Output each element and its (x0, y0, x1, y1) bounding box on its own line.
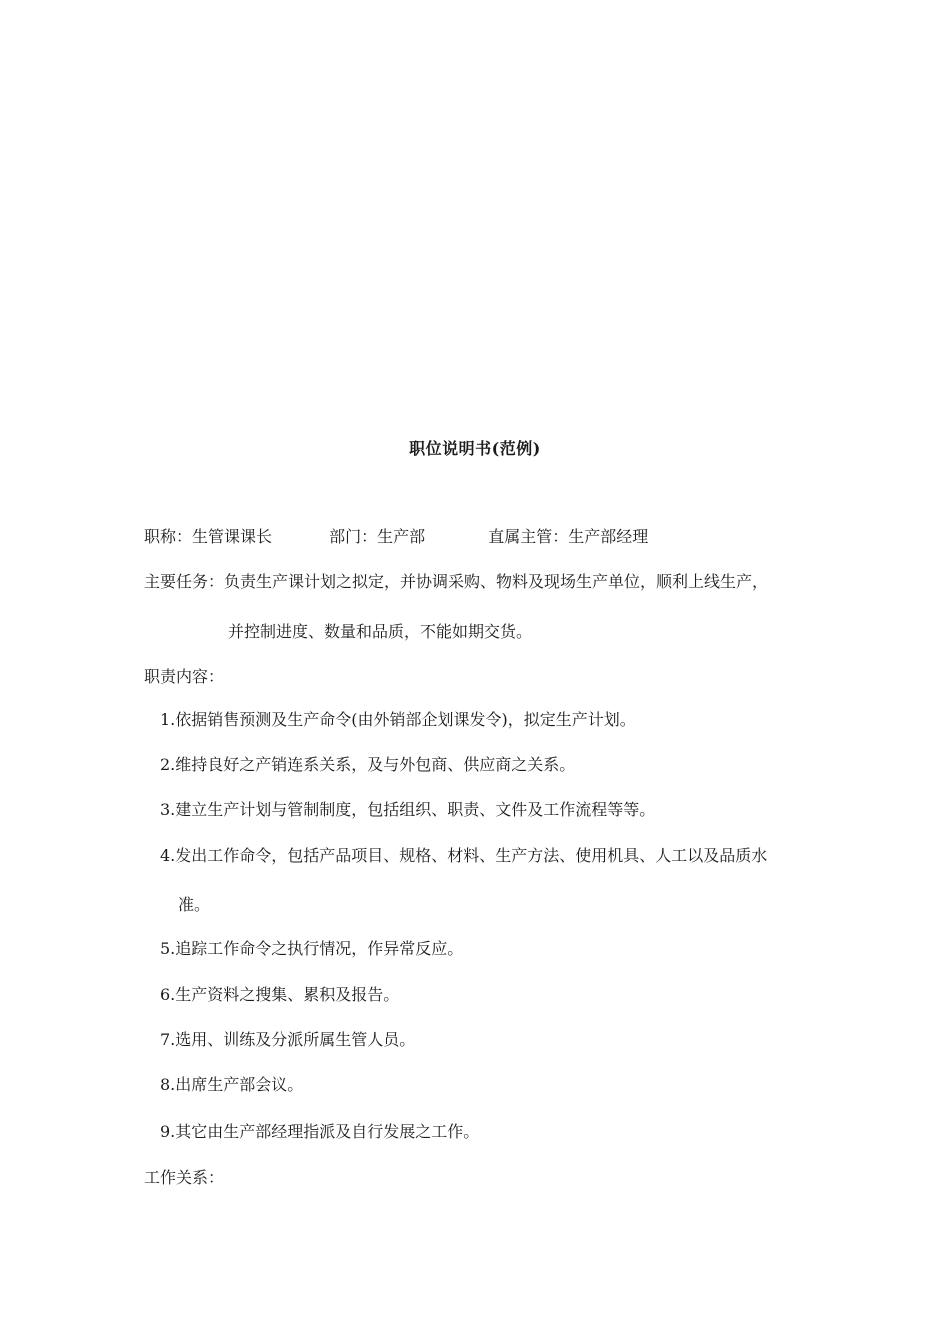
relations-heading: 工作关系： (144, 1168, 225, 1187)
main-task-line: 主要任务：负责生产课计划之拟定，并协调采购、物料及现场生产单位，顺利上线生产， (144, 572, 769, 591)
supervisor: 直属主管：生产部经理 (488, 527, 649, 546)
position-title: 职称：生管课课长 (144, 527, 273, 546)
duty-item: 2.维持良好之产销连系关系，及与外包商、供应商之关系。 (160, 755, 576, 774)
duty-item: 1.依据销售预测及生产命令(由外销部企划课发令)，拟定生产计划。 (160, 710, 636, 729)
info-row (144, 527, 648, 547)
duty-item: 5.追踪工作命令之执行情况，作异常反应。 (160, 939, 464, 958)
duty-item: 4.发出工作命令，包括产品项目、规格、材料、生产方法、使用机具、人工以及品质水 (160, 846, 768, 865)
department: 部门：生产部 (329, 527, 426, 546)
duty-item: 9.其它由生产部经理指派及自行发展之工作。 (160, 1122, 480, 1141)
duty-item-continuation: 准。 (178, 895, 211, 914)
duties-heading: 职责内容： (144, 667, 225, 686)
duty-item: 6.生产资料之搜集、累积及报告。 (160, 985, 400, 1004)
duty-item: 8.出席生产部会议。 (160, 1075, 304, 1094)
duty-item: 3.建立生产计划与管制制度，包括组织、职责、文件及工作流程等等。 (160, 800, 656, 819)
duty-item: 7.选用、训练及分派所属生管人员。 (160, 1030, 416, 1049)
document-title: 职位说明书(范例) (409, 439, 541, 458)
main-task-continuation: 并控制进度、数量和品质，不能如期交货。 (228, 622, 533, 641)
